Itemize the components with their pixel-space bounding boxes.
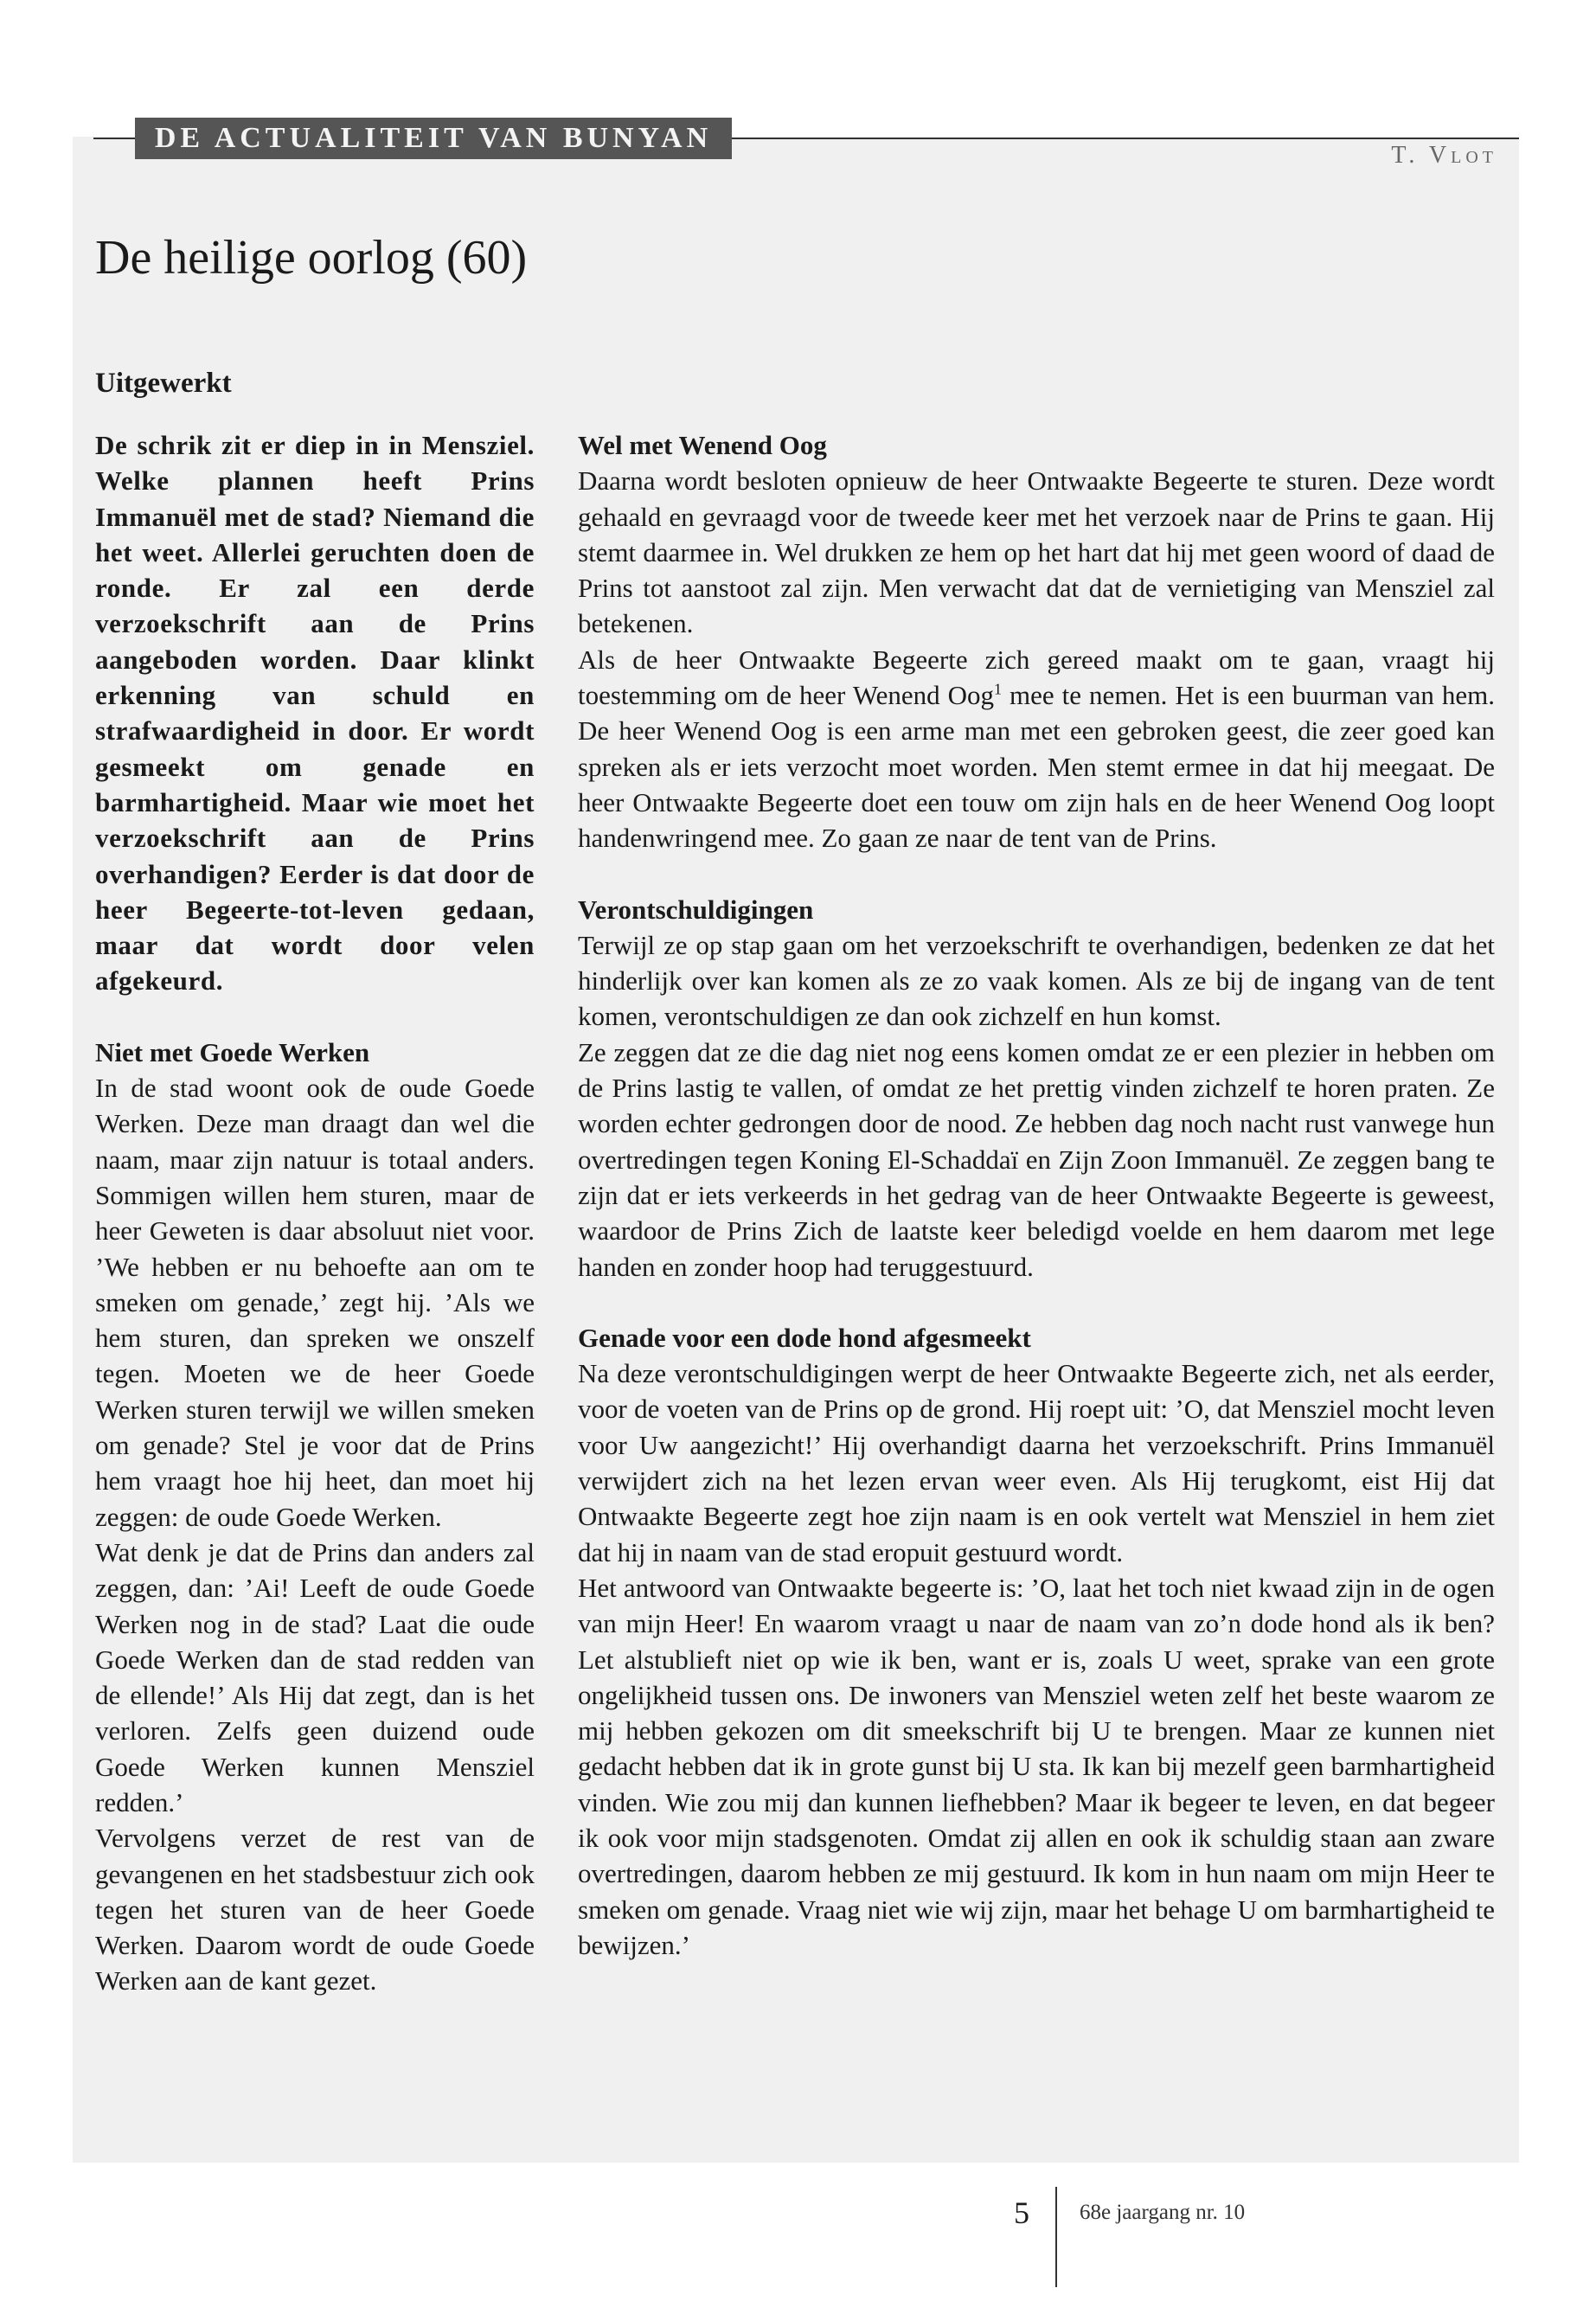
body-paragraph: Wat denk je dat de Prins dan anders zal zeggen, dan: ’Ai! Leeft de oude Goede Werken nog in de stad? Laat die oude Goede Werken dan de stad redden van de ellende!’ Als Hij dat zegt, dan is het verloren. Zelfs geen duizend oude Goede Werken kunnen Mensziel redden.’ <box>95 1536 535 1817</box>
header-rule-left <box>93 138 137 139</box>
section-heading: Verontschuldigingen <box>578 894 814 925</box>
body-text: Als de heer Ontwaakte Begeerte zich gereed maakt om te gaan, vraagt hij toestemming om de heer Wenend Oog <box>578 644 1495 711</box>
footer-divider <box>1055 2187 1057 2287</box>
section-heading: Wel met Wenend Oog <box>578 430 827 460</box>
article-subtitle: Uitgewerkt <box>95 368 232 399</box>
body-paragraph: Terwijl ze op stap gaan om het verzoekschrift te overhandigen, bedenken ze dat het hinderlijk over kan komen als ze zo vaak komen. Als ze bij de ingang van de tent komen, verontschuldigen ze dan ook zichzelf en hun komst. <box>578 929 1495 1032</box>
header-rule-right <box>732 138 1519 139</box>
body-paragraph: Na deze verontschuldigingen werpt de heer Ontwaakte Begeerte zich, net als eerder, voor de voeten van de Prins op de grond. Hij roept uit: ’O, dat Mensziel mocht leven voor Uw aangezicht!’ Hij overhandigt daarna het verzoekschrift. Prins Immanuël verwijdert zich na het lezen ervan weer even. Als Hij terugkomt, eist Hij dat Ontwaakte Begeerte zegt hoe zijn naam is en ook vertelt wat Mensziel in hem ziet dat hij in naam van de stad eropuit gestuurd wordt. <box>578 1358 1495 1567</box>
article-title: De heilige oorlog (60) <box>95 231 528 285</box>
author-name: T. Vlot <box>1391 142 1497 169</box>
body-paragraph: Daarna wordt besloten opnieuw de heer Ontwaakte Begeerte te sturen. Deze wordt gehaald en gevraagd voor de tweede keer met het verzoek naar de Prins te gaan. Hij stemt daarmee in. Wel drukken ze hem op het hart dat hij met geen woord of daad de Prins tot aanstoot zal zijn. Men verwacht dat dat de vernietiging van Mensziel zal betekenen. <box>578 465 1495 639</box>
issue-info: 68e jaargang nr. 10 <box>1080 2201 1246 2224</box>
body-paragraph: In de stad woont ook de oude Goede Werken. Deze man draagt dan wel die naam, maar zijn natuur is totaal anders. Sommigen willen hem sturen, maar de heer Geweten is daar absoluut niet voor. ’We hebben er nu behoefte aan om te smeken om genade,’ zegt hij. ’Als we hem sturen, dan spreken we onszelf tegen. Moeten we de heer Goede Werken sturen terwijl we willen smeken om genade? Stel je voor dat de Prins hem vraagt hoe hij heet, dan moet hij zeggen: de oude Goede Werken. <box>95 1073 535 1532</box>
section-label: DE ACTUALITEIT VAN BUNYAN <box>135 118 732 159</box>
body-paragraph: Ze zeggen dat ze die dag niet nog eens komen omdat ze er een plezier in hebben om de Prins lastig te vallen, of omdat ze het prettig vinden zichzelf te horen praten. Ze worden echter gedrongen door de nood. Ze hebben dag noch nacht rust vanwege hun overtredingen tegen Koning El-Schaddaï en Zijn Zoon Immanuël. Ze zeggen bang te zijn dat er iets verkeerds in het gedrag van de heer Ontwaakte Begeerte is geweest, waardoor de Prins Zich de laatste keer beledigd voelde en hem daarom met lege handen en zonder hoop had teruggestuurd. <box>578 1036 1495 1282</box>
body-paragraph <box>578 642 1495 856</box>
lead-paragraph: De schrik zit er diep in in Mensziel. Welke plannen heeft Prins Immanuël met de stad? Niemand die het weet. Allerlei geruchten doen de ronde. Er zal een derde verzoekschrift aan de Prins aangeboden worden. Daar klinkt erkenning van schuld en strafwaardigheid in door. Er wordt gesmeekt om genade en barmhartigheid. Maar wie moet het verzoekschrift aan de Prins overhandigen? Eerder is dat door de heer Begeerte-tot-leven gedaan, maar dat wordt door velen afgekeurd. <box>95 430 535 997</box>
footnote-marker: 1 <box>994 680 1003 698</box>
section-heading: Niet met Goede Werken <box>95 1036 370 1067</box>
section-heading: Genade voor een dode hond afgesmeekt <box>578 1322 1031 1353</box>
left-column <box>95 427 535 1999</box>
right-column <box>578 427 1495 1963</box>
body-text: mee te nemen. Het is een buurman van hem. De heer Wenend Oog is een arme man met een gebroken geest, die zeer goed kan spreken als er iets verzocht moet worden. Men stemt ermee in dat hij meegaat. De heer Ontwaakte Begeerte doet een touw om zijn hals en de heer Wenend Oog loopt handenwringend mee. Zo gaan ze naar de tent van de Prins. <box>578 680 1496 854</box>
body-paragraph: Vervolgens verzet de rest van de gevangenen en het stadsbestuur zich ook tegen het sturen van de heer Goede Werken. Daarom wordt de oude Goede Werken aan de kant gezet. <box>95 1823 535 1997</box>
body-paragraph: Het antwoord van Ontwaakte begeerte is: ’O, laat het toch niet kwaad zijn in de ogen van mijn Heer! En waarom vraagt u naar de naam van zo’n dode hond als ik ben? Let alstublieft niet op wie ik ben, want er is, zoals U weet, sprake van een grote ongelijkheid tussen ons. De inwoners van Mensziel weten zelf het beste waarom ze mij hebben gekozen om dit smeekschrift bij U te brengen. Maar ze kunnen niet gedacht hebben dat ik in grote gunst bij U sta. Ik kan bij mezelf geen barmhartigheid vinden. Wie zou mij dan kunnen liefhebben? Maar ik begeer te leven, en dat begeer ik ook voor mijn stadsgenoten. Omdat zij allen en ook ik schuldig staan aan zware overtredingen, daarom hebben ze mij gestuurd. Ik kom in hun naam om mijn Heer te smeken om genade. Vraag niet wie wij zijn, maar het behage U om barmhartigheid te bewijzen.’ <box>578 1572 1495 1960</box>
page-number: 5 <box>1014 2195 1029 2230</box>
